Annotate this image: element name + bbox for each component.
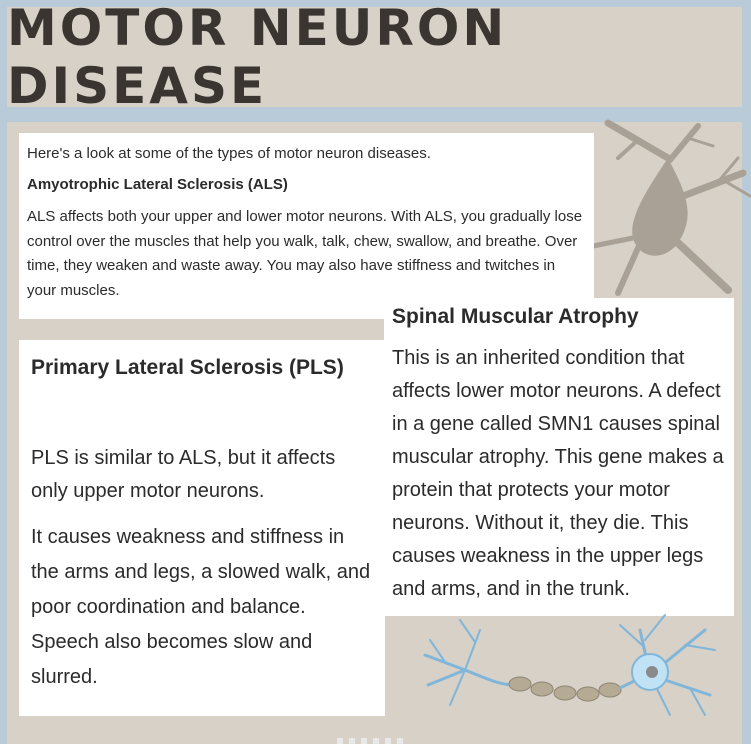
pls-body-1: PLS is similar to ALS, but it affects only upper motor neurons. (31, 447, 336, 502)
title-banner (7, 0, 742, 115)
als-heading: Amyotrophic Lateral Sclerosis (ALS) (27, 176, 288, 193)
pls-heading: Primary Lateral Sclerosis (PLS) (31, 356, 344, 379)
intro-card (19, 133, 594, 319)
page-title: MOTOR NEURON DISEASE (7, 0, 508, 115)
neuron-silhouette-icon (578, 118, 751, 298)
sma-card (384, 298, 734, 616)
pls-card (19, 340, 385, 716)
bottom-border-decoration (337, 736, 417, 744)
sma-heading: Spinal Muscular Atrophy (392, 305, 639, 328)
intro-text: Here's a look at some of the types of motor neuron diseases. (27, 145, 431, 162)
neuron-cell-icon (420, 610, 720, 722)
pls-body-2: It causes weakness and stiffness in the arms and legs, a slowed walk, and poor coordination and balance. Speech also becomes slow and slurred. (31, 526, 371, 688)
als-body: ALS affects both your upper and lower motor neurons. With ALS, you gradually lose control over the muscles that help you walk, talk, chew, swallow, and breathe. Over time, they weaken and waste away. You may also have stiffness and twitches in your muscles. (27, 208, 583, 299)
sma-body: This is an inherited condition that affects lower motor neurons. A defect in a gene called SMN1 causes spinal muscular atrophy. This gene makes a protein that protects your motor neurons. Without it, they die. This causes weakness in the upper legs and arms, and in the trunk. (392, 347, 724, 600)
